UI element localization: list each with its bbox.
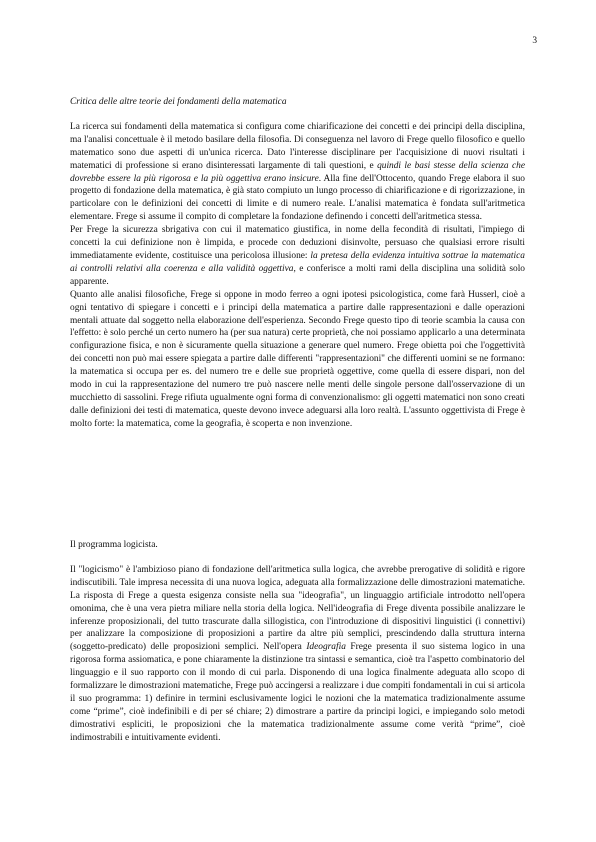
italic-title: Ideografia — [306, 642, 346, 653]
page-number: 3 — [532, 36, 537, 46]
section-critica — [70, 96, 525, 431]
section-title: Il programma logicista. — [70, 540, 158, 550]
italic-phrase: quindi le basi stesse della scienza che dovrebbe essere la più rigorosa e la più oggettiva erano insicure — [70, 160, 525, 184]
paragraph: Quanto alle analisi filosofiche, Frege si oppone in modo ferreo a ogni ipotesi psicologistica, come farà Husserl, cioè a ogni tentativo di spiegare i concetti e i principi della matematica a partire dalle rappresentazioni e dalle operazioni mentali attuate dal soggetto nella elaborazione dell'esperienza. Secondo Frege questo tipo di teorie scambia la causa con l'effetto: è solo perché un certo numero ha (per sua natura) certe proprietà, che noi possiamo applicarlo a una determinata configurazione fisica, e non è sicuramente quella situazione a generare quel numero. Frege obietta poi che l'oggettività dei concetti non può mai essere spiegata a partire dalle differenti "rappresentazioni" che differenti uomini se ne formano: la matematica si occupa per es. del numero tre e delle sue proprietà oggettive, come quella di essere dispari, non del modo in cui la rappresentazione del numero tre può nascere nelle menti delle singole persone dall'osservazione di un mucchietto di sassolini. Frege rifiuta ugualmente ogni forma di convenzionalismo: gli oggetti matematici non sono creati dalle definizioni dei testi di matematica, queste devono invece adeguarsi alla loro realtà. L'assunto oggettivista di Frege è molto forte: la matematica, come la geografia, è scoperta e non invenzione. — [70, 289, 525, 429]
italic-phrase: la pretesa della evidenza intuitiva sottrae la matematica ai controlli relativi alla coerenza e alla validità oggettiva — [70, 250, 525, 274]
paragraph — [70, 224, 525, 289]
section-programma-logicista — [70, 539, 525, 745]
paragraph-text: . Alla fine dell'Ottocento, quando Frege elabora il suo progetto di fondazione della matematica, è già stato compiuto un lungo processo di chiarificazione e di rigorizzazione, in particolare con le definizioni dei concetti di limite e di numero reale. L'analisi matematica è fondata sull'aritmetica elementare. Frege si assume il compito di completare la fondazione definendo i concetti dell'aritmetica stessa. — [70, 173, 525, 223]
paragraph-text: Il "logicismo" è l'ambizioso piano di fondazione dell'aritmetica sulla logica, che avrebbe prerogative di solidità e rigore indiscutibili. Tale impresa necessita di una nuova logica, adeguata alla formalizzazione delle dimostrazioni matematiche. La risposta di Frege a questa esigenza consiste nella sua "ideografia", un linguaggio artificiale introdotto nell'opera omonima, che è una vera pietra miliare nella storia della logica. Nell'ideografia di Frege diventa possibile analizzare le inferenze proposizionali, del tutto trascurate dalla sillogistica, con l'introduzione di dispositivi linguistici (i connettivi) per analizzare la composizione di proposizioni a partire da altre più semplici, prescindendo dalla struttura interna (soggetto-predicato) delle proposizioni semplici. Nell'opera — [70, 564, 525, 653]
paragraph-text: Frege presenta il suo sistema logico in una rigorosa forma assiomatica, e pone chiaramente la distinzione tra sintassi e semantica, cioè tra l'aspetto combinatorio del linguaggio e il suo rapporto con il mondo di cui parla. Disponendo di una logica finalmente adeguata allo scopo di formalizzare le dimostrazioni matematiche, Frege può accingersi a realizzare i due compiti fondamentali in cui si articola il suo programma: 1) definire in termini esclusivamente logici le nozioni che la matematica tradizionalmente assume come “prime”, cioè indefinibili e di per sé chiare; 2) dimostrare a partire da principi logici, e impiegando solo metodi dimostrativi espliciti, le proposizioni che la matematica tradizionalmente assume come verità “prime”, cioè indimostrabili e intuitivamente evidenti. — [70, 642, 526, 743]
paragraph — [70, 564, 525, 745]
section-title: Critica delle altre teorie dei fondamenti della matematica — [70, 97, 287, 107]
paragraph — [70, 121, 525, 224]
paragraph-text: La ricerca sui fondamenti della matematica si configura come chiarificazione dei concetti e dei principi della disciplina, ma l'analisi concettuale è il metodo basilare della filosofia. Di conseguenza nel lavoro di Frege quello filosofico e quello matematico sono due aspetti di un'unica ricerca. Dato l'interesse disciplinare per l'acquisizione di nuovi risultati i matematici di professione si erano disinteressati largamente di tali questioni, e — [70, 121, 525, 171]
paragraph-text: , e conferisce a molti rami della disciplina una solidità solo apparente. — [70, 263, 525, 287]
paragraph-text: Per Frege la sicurezza sbrigativa con cui il matematico giustifica, in nome della fecondità di risultati, l'impiego di concetti la cui definizione non è limpida, e procede con deduzioni disinvolte, persuaso che qualsiasi errore risulti immediatamente evidente, costituisce una pericolosa illusione: — [70, 225, 525, 261]
